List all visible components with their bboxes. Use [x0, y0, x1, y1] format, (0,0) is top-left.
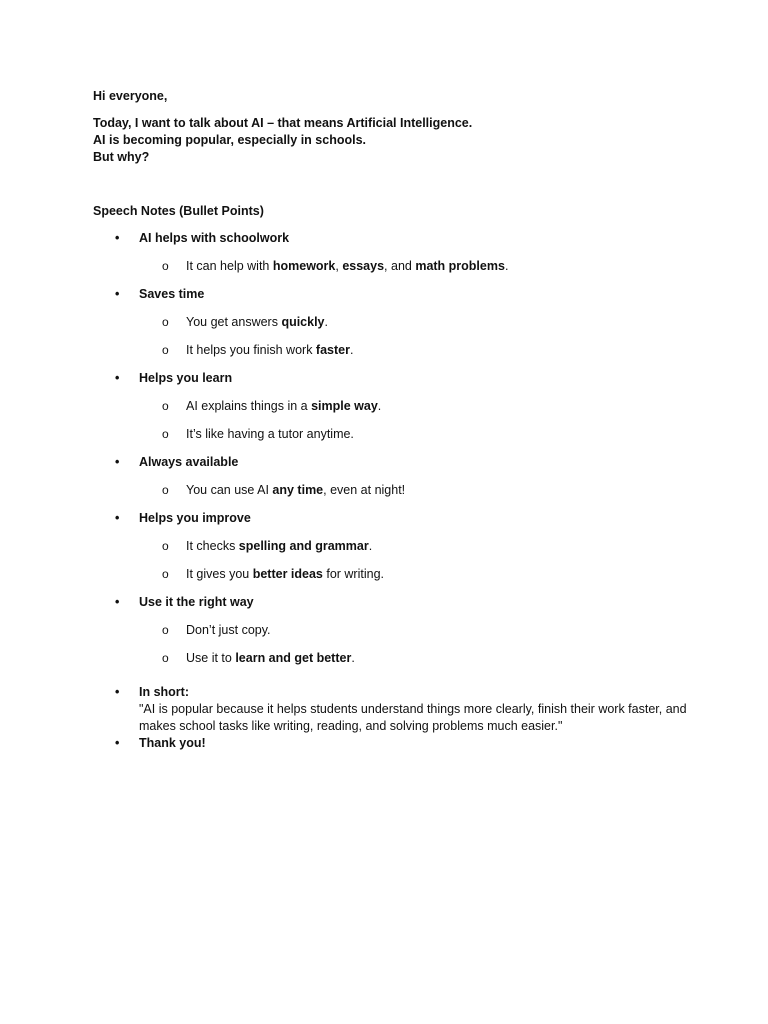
sub-bullet-item: [93, 258, 693, 275]
sub-bullet-item: [93, 650, 693, 667]
sub-bullet-icon: o: [162, 259, 169, 273]
sub-bullet-icon: o: [162, 399, 169, 413]
notes-heading: Speech Notes (Bullet Points): [93, 204, 264, 218]
sub-bullet-text: It’s like having a tutor anytime.: [186, 427, 354, 441]
sub-bullet-text: You get answers: [186, 315, 282, 329]
sub-bullet-item: [93, 342, 693, 359]
bullet-title: Helps you learn: [139, 371, 233, 385]
sub-bullet-item: [93, 482, 693, 499]
emphasis-text: homework: [272, 259, 336, 273]
bullet-icon: •: [115, 455, 120, 469]
emphasis-text: better ideas: [252, 567, 323, 581]
sub-bullet-item: [93, 314, 693, 331]
bullet-title: AI helps with schoolwork: [139, 231, 290, 245]
sub-bullet-text: Use it to: [186, 651, 236, 665]
sub-bullet-item: [93, 426, 693, 443]
sub-bullet-text: .: [351, 651, 355, 665]
bullet-item: [93, 230, 693, 247]
sub-bullet-text: .: [368, 539, 373, 553]
sub-bullet-icon: o: [162, 623, 169, 637]
bullet-item-thanks: [93, 735, 693, 752]
bullet-item-in-short: [93, 684, 693, 735]
bullet-title: Always available: [139, 455, 239, 469]
document-page: [93, 88, 693, 752]
bullet-title: In short:: [139, 685, 189, 699]
bullet-item: [93, 370, 693, 387]
bullet-title: Helps you improve: [139, 511, 251, 525]
emphasis-text: any time: [272, 483, 324, 497]
sub-bullet-item: [93, 622, 693, 639]
bullet-icon: •: [115, 685, 120, 699]
emphasis-text: spelling and grammar: [238, 539, 369, 553]
emphasis-text: simple way: [311, 399, 378, 413]
bullet-icon: •: [115, 231, 120, 245]
sub-bullet-item: [93, 566, 693, 583]
sub-bullet-text: for writing.: [322, 567, 385, 581]
sub-bullet-text: ,: [335, 259, 343, 273]
bullet-icon: •: [115, 287, 120, 301]
sub-bullet-icon: o: [162, 567, 169, 581]
sub-bullet-icon: o: [162, 343, 169, 357]
sub-bullet-item: [93, 538, 693, 555]
bullet-title: Use it the right way: [139, 595, 254, 609]
bullet-icon: •: [115, 371, 120, 385]
bullet-title: Saves time: [139, 287, 205, 301]
sub-bullet-text: , and: [384, 259, 416, 273]
sub-bullet-text: .: [504, 259, 509, 273]
sub-bullet-text: It helps you finish work: [186, 343, 316, 357]
summary-quote: "AI is popular because it helps students understand things more clearly, finish their work faster, and makes school tasks like writing, reading, and solving problems much easier.": [139, 702, 687, 733]
sub-bullet-text: .: [324, 315, 328, 329]
bullet-item: [93, 454, 693, 471]
sub-bullet-icon: o: [162, 539, 169, 553]
bullet-title: Thank you!: [139, 736, 206, 750]
sub-bullet-text: Don’t just copy.: [186, 623, 271, 637]
sub-bullet-icon: o: [162, 315, 169, 329]
emphasis-text: learn and get better: [235, 651, 352, 665]
bullet-item: [93, 286, 693, 303]
sub-bullet-text: You can use AI: [186, 483, 273, 497]
bullet-icon: •: [115, 511, 120, 525]
sub-bullet-icon: o: [162, 483, 169, 497]
sub-bullet-text: It can help with: [186, 259, 273, 273]
sub-bullet-item: [93, 398, 693, 415]
sub-bullet-text: .: [349, 343, 354, 357]
intro-line-3: But why?: [93, 150, 150, 164]
sub-bullet-text: .: [377, 399, 382, 413]
sub-bullet-text: , even at night!: [323, 483, 406, 497]
bullet-icon: •: [115, 736, 120, 750]
emphasis-text: quickly: [281, 315, 325, 329]
emphasis-text: faster: [315, 343, 350, 357]
sub-bullet-text: AI explains things in a: [186, 399, 312, 413]
bullet-item: [93, 510, 693, 527]
sub-bullet-text: It gives you: [186, 567, 253, 581]
bullet-list: [93, 230, 693, 752]
bullet-icon: •: [115, 595, 120, 609]
sub-bullet-icon: o: [162, 651, 169, 665]
sub-bullet-icon: o: [162, 427, 169, 441]
bullet-item: [93, 594, 693, 611]
intro-line-2: AI is becoming popular, especially in schools.: [93, 133, 366, 147]
intro-line-1: Today, I want to talk about AI – that means Artificial Intelligence.: [93, 116, 473, 130]
emphasis-text: essays: [342, 259, 385, 273]
emphasis-text: math problems: [415, 259, 505, 273]
sub-bullet-text: It checks: [186, 539, 239, 553]
greeting: Hi everyone,: [93, 89, 168, 103]
